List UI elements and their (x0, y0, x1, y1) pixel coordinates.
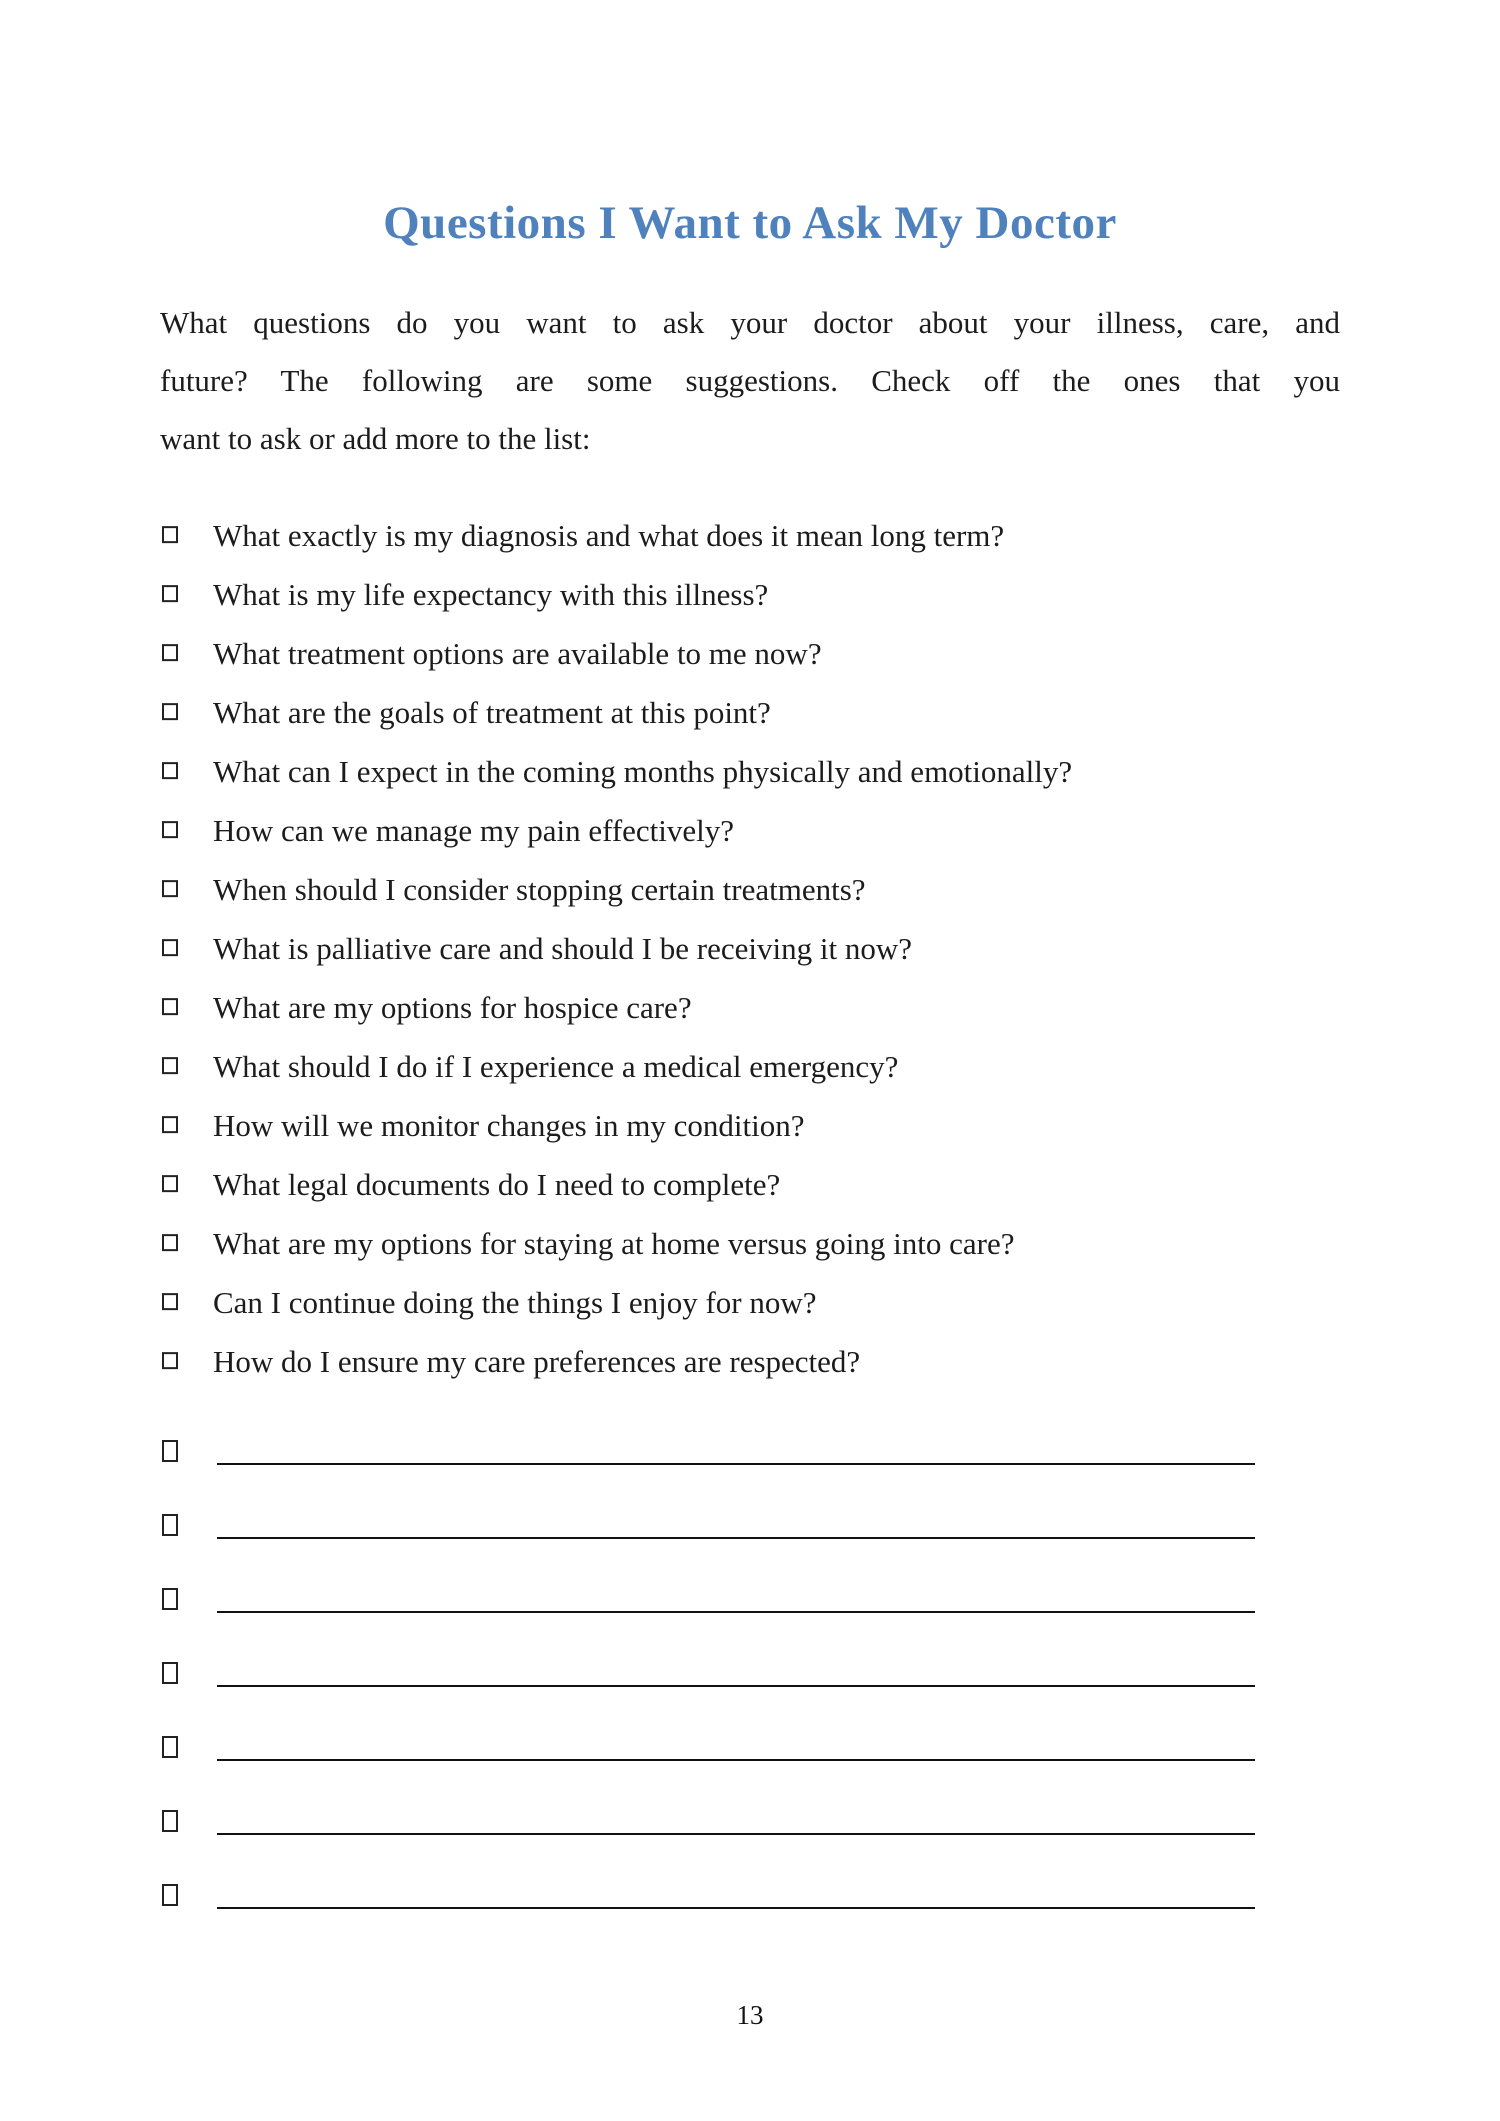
question-label: What legal documents do I need to complete? (213, 1167, 781, 1202)
question-label: When should I consider stopping certain treatments? (213, 872, 866, 907)
question-item (160, 1273, 1370, 1332)
question-item (160, 565, 1370, 624)
question-checkbox[interactable] (162, 939, 178, 956)
question-label: What are my options for staying at home versus going into care? (213, 1226, 1015, 1261)
question-label: What should I do if I experience a medical emergency? (213, 1049, 899, 1084)
question-item (160, 860, 1370, 919)
write-in-row (160, 1419, 1255, 1465)
question-label: What is my life expectancy with this illness? (213, 577, 769, 612)
write-in-checkbox[interactable] (162, 1736, 178, 1758)
question-item (160, 1096, 1370, 1155)
write-in-line[interactable] (217, 1537, 1255, 1539)
question-checkbox[interactable] (162, 703, 178, 720)
question-label: What is palliative care and should I be receiving it now? (213, 931, 912, 966)
question-label: How can we manage my pain effectively? (213, 813, 735, 848)
question-checkbox[interactable] (162, 1057, 178, 1074)
write-in-row (160, 1567, 1255, 1613)
question-checkbox[interactable] (162, 762, 178, 779)
question-item (160, 1037, 1370, 1096)
question-item (160, 624, 1370, 683)
question-label: Can I continue doing the things I enjoy for now? (213, 1285, 817, 1320)
question-checkbox[interactable] (162, 998, 178, 1015)
write-in-checkbox[interactable] (162, 1810, 178, 1832)
write-in-checkbox[interactable] (162, 1440, 178, 1462)
question-label: How do I ensure my care preferences are respected? (213, 1344, 861, 1379)
question-item (160, 683, 1370, 742)
intro-line: future? The following are some suggestions. Check off the ones that you (160, 363, 1340, 398)
question-item (160, 1332, 1370, 1391)
question-checkbox[interactable] (162, 585, 178, 602)
question-label: What exactly is my diagnosis and what does it mean long term? (213, 518, 1005, 553)
question-label: What can I expect in the coming months physically and emotionally? (213, 754, 1073, 789)
question-checkbox[interactable] (162, 526, 178, 543)
question-item (160, 506, 1370, 565)
question-checklist (160, 506, 1370, 1391)
write-in-line[interactable] (217, 1685, 1255, 1687)
write-in-checkbox[interactable] (162, 1514, 178, 1536)
question-label: What are the goals of treatment at this point? (213, 695, 771, 730)
write-in-line[interactable] (217, 1463, 1255, 1465)
question-item (160, 1155, 1370, 1214)
question-label: What are my options for hospice care? (213, 990, 692, 1025)
page-title: Questions I Want to Ask My Doctor (383, 197, 1117, 249)
question-checkbox[interactable] (162, 644, 178, 661)
question-checkbox[interactable] (162, 1234, 178, 1251)
question-item (160, 1214, 1370, 1273)
write-in-row (160, 1789, 1255, 1835)
question-item (160, 919, 1370, 978)
write-in-row (160, 1493, 1255, 1539)
write-in-row (160, 1715, 1255, 1761)
question-checkbox[interactable] (162, 1293, 178, 1310)
question-item (160, 801, 1370, 860)
intro-line: What questions do you want to ask your doctor about your illness, care, and (160, 305, 1340, 340)
question-item (160, 742, 1370, 801)
page-number: 13 (736, 2000, 764, 2030)
question-checkbox[interactable] (162, 1352, 178, 1369)
intro-paragraph (160, 294, 1340, 468)
write-in-line[interactable] (217, 1833, 1255, 1835)
question-checkbox[interactable] (162, 1175, 178, 1192)
question-item (160, 978, 1370, 1037)
write-in-line[interactable] (217, 1907, 1255, 1909)
write-in-row (160, 1863, 1255, 1909)
write-in-row (160, 1641, 1255, 1687)
question-label: How will we monitor changes in my condition? (213, 1108, 805, 1143)
question-checkbox[interactable] (162, 1116, 178, 1133)
write-in-checkbox[interactable] (162, 1662, 178, 1684)
intro-line: want to ask or add more to the list: (160, 421, 591, 456)
question-checkbox[interactable] (162, 821, 178, 838)
question-checkbox[interactable] (162, 880, 178, 897)
write-in-line[interactable] (217, 1759, 1255, 1761)
write-in-checkbox[interactable] (162, 1884, 178, 1906)
write-in-checkbox[interactable] (162, 1588, 178, 1610)
question-label: What treatment options are available to me now? (213, 636, 822, 671)
write-in-line[interactable] (217, 1611, 1255, 1613)
